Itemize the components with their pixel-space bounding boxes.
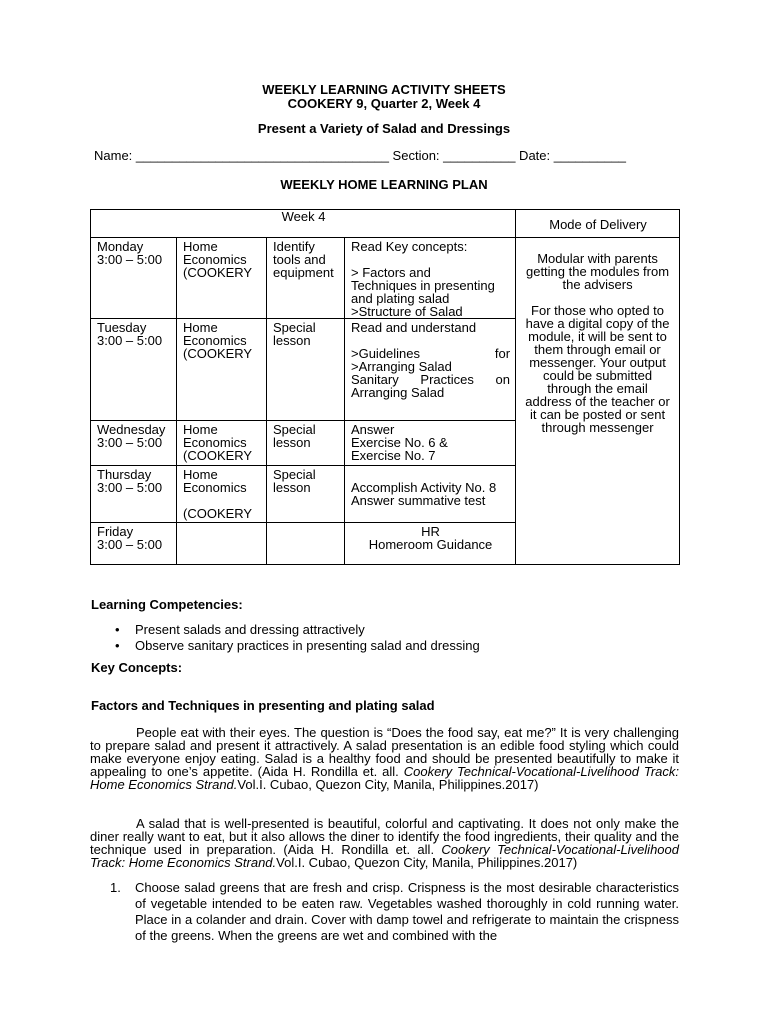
reference-title: Cookery Technical-Vocational-Livelihood Track: Home Economics Strand. <box>90 842 679 870</box>
objective-cell-tuesday: Special lesson <box>267 319 345 421</box>
paragraph-eat-with-eyes <box>90 726 679 791</box>
step-1 <box>110 880 679 944</box>
week-label: Week 4 <box>281 209 326 224</box>
step-number: 1. <box>110 880 121 895</box>
task-line: >Guidelines for <box>351 346 511 361</box>
paragraph-text: People eat with their eyes. The question is “Does the food say, eat me?” It is very challenging to prepare salad and present it attractively. A salad presentation is an edible food styling which could make everyone enjoy eating. Salad is a healthy food and should be presented beautifully to make it appealing to one’s appetite. (Aida H. Rondilla et. all. <box>90 725 679 779</box>
mode-of-delivery-label: Mode of Delivery <box>549 217 647 232</box>
name-section-date-line: Name: ___________________________________ Section: __________ Date: __________ <box>94 148 627 163</box>
day-cell-monday: Monday 3:00 – 5:00 <box>91 238 177 319</box>
task-line: Read and understand <box>351 320 477 335</box>
day-cell-friday: Friday 3:00 – 5:00 <box>91 523 177 565</box>
area-cell-thursday: Home Economics (COOKERY <box>177 466 267 523</box>
lesson-topic: Present a Variety of Salad and Dressings <box>257 121 511 136</box>
sheet-subtitle: COOKERY 9, Quarter 2, Week 4 <box>287 96 481 111</box>
task-line: Arranging Salad <box>351 385 445 400</box>
competencies-heading: Learning Competencies: <box>91 597 243 612</box>
area-cell-wednesday: Home Economics (COOKERY <box>177 421 267 466</box>
task-cell-friday: HR Homeroom Guidance <box>345 523 516 565</box>
paragraph-text: A salad that is well-presented is beautiful, colorful and captivating. It does not only make the diner really want to eat, but it also allows the diner to identify the food ingredients, their quality and the technique used in preparation. (Aida H. Rondilla et. all. <box>90 816 679 857</box>
mode-of-delivery-cell: Modular with parents getting the modules from the advisers For those who opted to have a digital copy of the module, it will be sent to them through email or messenger. Your output could be submitted through the email address of the teacher or it can be posted or sent through messenger <box>516 238 680 565</box>
area-cell-monday: Home Economics (COOKERY <box>177 238 267 319</box>
day-cell-thursday: Thursday 3:00 – 5:00 <box>91 466 177 523</box>
reference-title: Cookery Technical-Vocational-Livelihood Track: Home Economics Strand. <box>90 764 680 792</box>
competencies-list <box>90 622 480 654</box>
list-item: • Present salads and dressing attractively <box>90 622 480 638</box>
factors-heading: Factors and Techniques in presenting and plating salad <box>91 698 435 713</box>
objective-cell-monday: Identify tools and equipment <box>267 238 345 319</box>
task-cell-tuesday <box>345 319 516 421</box>
mode-header-cell <box>516 210 680 238</box>
objective-cell-thursday: Special lesson <box>267 466 345 523</box>
home-learning-plan-table <box>90 209 680 565</box>
task-line: >Arranging Salad <box>351 359 452 374</box>
day-cell-tuesday: Tuesday 3:00 – 5:00 <box>91 319 177 421</box>
day-cell-wednesday: Wednesday 3:00 – 5:00 <box>91 421 177 466</box>
task-line: Sanitary Practices on <box>351 372 511 387</box>
key-concepts-heading: Key Concepts: <box>91 660 183 675</box>
sheet-title: WEEKLY LEARNING ACTIVITY SHEETS <box>262 82 506 97</box>
task-cell-thursday: Accomplish Activity No. 8 Answer summative test <box>345 466 516 523</box>
list-item: • Observe sanitary practices in presenting salad and dressing <box>90 638 480 654</box>
objective-cell-friday <box>267 523 345 565</box>
objective-cell-wednesday: Special lesson <box>267 421 345 466</box>
reference-details: Vol.I. Cubao, Quezon City, Manila, Philippines.2017) <box>237 777 539 792</box>
paragraph-well-presented <box>90 817 679 869</box>
plan-title: WEEKLY HOME LEARNING PLAN <box>280 177 488 192</box>
task-cell-monday: Read Key concepts: > Factors and Techniques in presenting and plating salad >Structure of Salad <box>345 238 516 319</box>
reference-details: Vol.I. Cubao, Quezon City, Manila, Philippines.2017) <box>276 855 578 870</box>
task-cell-wednesday: Answer Exercise No. 6 & Exercise No. 7 <box>345 421 516 466</box>
step-text: Choose salad greens that are fresh and crisp. Crispness is the most desirable characteristics of vegetable intended to be eaten raw. Vegetables washed thoroughly in cold running water. Place in a colander and drain. Cover with damp towel and refrigerate to maintain the crispness of the greens. When the greens are wet and combined with the <box>135 880 679 943</box>
week-header-cell <box>91 210 516 238</box>
area-cell-friday <box>177 523 267 565</box>
area-cell-tuesday: Home Economics (COOKERY <box>177 319 267 421</box>
